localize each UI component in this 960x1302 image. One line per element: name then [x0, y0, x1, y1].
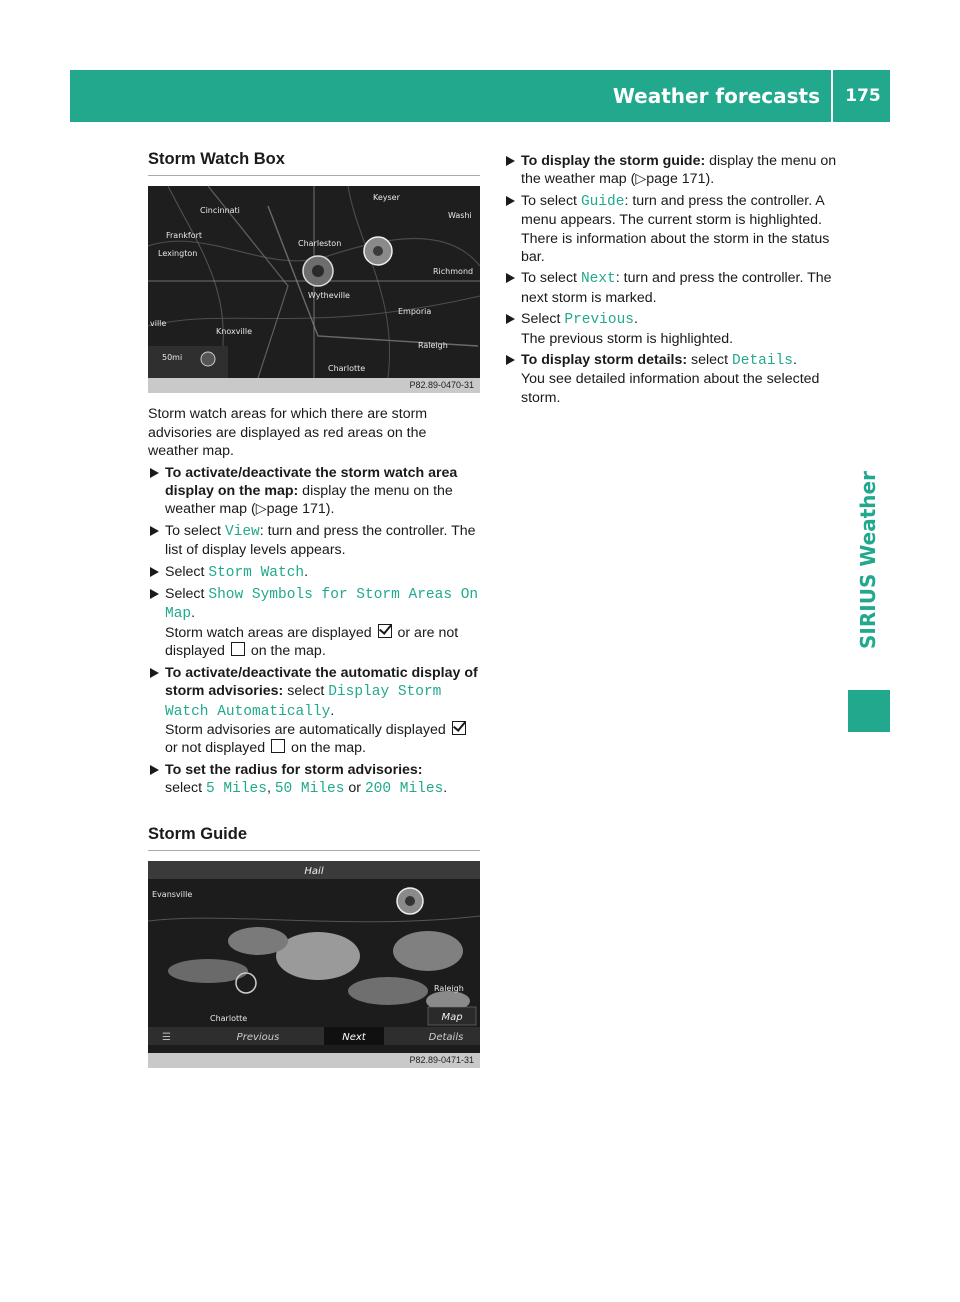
- menu-item-200-miles: 200 Miles: [364, 781, 444, 798]
- instruction-step: Select Storm Watch.: [148, 563, 480, 582]
- header-divider: [831, 70, 833, 122]
- map-label-frankfort: Frankfort: [166, 231, 203, 241]
- map-label-charlotte: Charlotte: [328, 364, 366, 374]
- menu-item-display-storm-watch: Display Storm Watch Automatically: [165, 684, 442, 720]
- map-label-raleigh: Raleigh: [418, 341, 448, 351]
- map-label-lexington: Lexington: [158, 249, 198, 259]
- figure-code: P82.89-0470-31: [148, 378, 480, 393]
- menu-item-view: View: [224, 523, 260, 540]
- menu-item-5-miles: 5 Miles: [206, 781, 267, 798]
- storm-watch-map-figure: [148, 186, 480, 393]
- storm-guide-map-figure: [148, 861, 480, 1068]
- menu-item-show-symbols: Show Symbols for Storm Areas On Map: [165, 587, 479, 623]
- header-title: Weather forecasts: [612, 84, 820, 108]
- menu-item-50-miles: 50 Miles: [274, 781, 345, 798]
- checkbox-unchecked-icon: [231, 642, 245, 656]
- menu-item-guide: Guide: [580, 193, 625, 210]
- checkbox-checked-icon: [452, 721, 466, 735]
- menu-previous: Previous: [236, 1031, 280, 1043]
- figure-code: P82.89-0471-31: [148, 1053, 480, 1068]
- side-tab-block: [848, 690, 890, 732]
- instruction-step: To select Guide: turn and press the controller. A menu appears. The current storm is highlighted. There is information about the storm in the status bar.: [504, 192, 840, 267]
- section-heading-storm-watch: Storm Watch Box: [148, 150, 480, 176]
- menu-item-next: Next: [580, 271, 616, 288]
- map-label-wytheville: Wytheville: [308, 291, 350, 301]
- map-label-richmond: Richmond: [433, 267, 474, 277]
- left-column: [148, 150, 480, 1068]
- map-label-washington: Washi: [448, 211, 472, 221]
- map-label-charlotte-2: Charlotte: [210, 1013, 248, 1023]
- map-scale-label: 50mi: [162, 353, 183, 363]
- instruction-step: To select Next: turn and press the controller. The next storm is marked.: [504, 269, 840, 307]
- storm-watch-map: [148, 186, 480, 393]
- menu-item-storm-watch: Storm Watch: [208, 564, 305, 581]
- map-label-left-edge: ville: [150, 319, 167, 329]
- map-button: Map: [441, 1011, 463, 1023]
- checkbox-checked-icon: [378, 624, 392, 638]
- map-label-raleigh-2: Raleigh: [434, 983, 464, 993]
- page-number: 175: [845, 86, 881, 106]
- map-label-emporia: Emporia: [398, 307, 432, 317]
- checkbox-unchecked-icon: [271, 739, 285, 753]
- instruction-step: To select View: turn and press the controller. The list of display levels appears.: [148, 522, 480, 560]
- menu-icon: ☰: [162, 1031, 171, 1043]
- instruction-step: To activate/deactivate the storm watch area display on the map: display the menu on the weather map (▷page 171).: [148, 464, 480, 519]
- page-ref-arrow-icon: ▷: [635, 171, 647, 188]
- menu-next: Next: [342, 1031, 366, 1043]
- map-label-keyser: Keyser: [373, 193, 400, 203]
- map-label-charleston: Charleston: [298, 239, 342, 249]
- instruction-step: To set the radius for storm advisories: select 5 Miles, 50 Miles or 200 Miles.: [148, 761, 480, 799]
- storm-guide-map: [148, 861, 480, 1068]
- instruction-step: Select Show Symbols for Storm Areas On Map. Storm watch areas are displayed or are not displayed on the map.: [148, 585, 480, 661]
- page-ref-arrow-icon: ▷: [255, 501, 267, 518]
- section-heading-storm-guide: Storm Guide: [148, 825, 480, 851]
- instruction-step: Select Previous. The previous storm is highlighted.: [504, 310, 840, 348]
- instruction-step: To activate/deactivate the automatic display of storm advisories: select Display Storm Watch Automatically. Storm advisories are automatically displayed or not displayed on the map.: [148, 664, 480, 758]
- map-label-cincinnati: Cincinnati: [200, 206, 240, 216]
- hail-title: Hail: [304, 865, 324, 877]
- menu-item-details: Details: [732, 353, 793, 370]
- side-tab-label: SIRIUS Weather: [856, 471, 880, 649]
- map-label-knoxville: Knoxville: [216, 327, 253, 337]
- right-column: [504, 152, 840, 407]
- menu-item-previous: Previous: [564, 312, 634, 329]
- intro-paragraph: Storm watch areas for which there are storm advisories are displayed as red areas on the weather map.: [148, 406, 428, 460]
- side-tab: [848, 440, 888, 680]
- instruction-step: To display storm details: select Details. You see detailed information about the selected storm.: [504, 351, 840, 407]
- menu-details: Details: [428, 1031, 464, 1043]
- map-label-evansville: Evansville: [152, 889, 193, 899]
- instruction-step: To display the storm guide: display the menu on the weather map (▷page 171).: [504, 152, 840, 189]
